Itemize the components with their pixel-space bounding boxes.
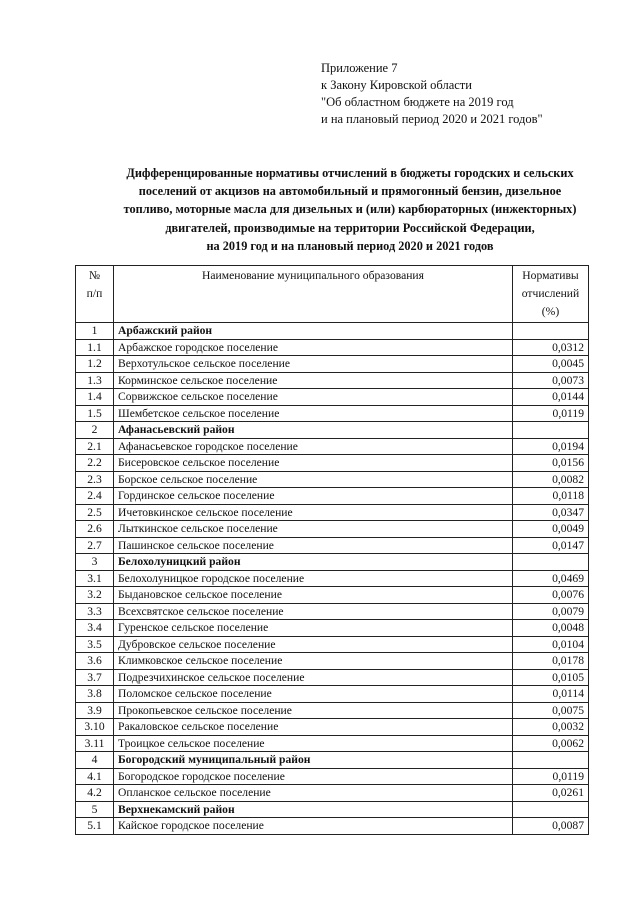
row-municipality: Верхнекамский район [114,801,513,818]
title-line: на 2019 год и на плановый период 2020 и 2021 годов [206,238,494,253]
rates-table [75,265,589,835]
row-number: 2.4 [76,488,114,505]
row-rate: 0,0347 [513,504,589,521]
appendix-line: Приложение 7 [321,61,398,75]
table-row [76,521,589,538]
table-row [76,620,589,637]
row-number: 2.6 [76,521,114,538]
table-row [76,372,589,389]
row-municipality: Афанасьевский район [114,422,513,439]
document-title [60,164,640,255]
row-rate: 0,0147 [513,537,589,554]
row-number: 3.2 [76,587,114,604]
row-rate: 0,0261 [513,785,589,802]
row-number: 3 [76,554,114,571]
row-municipality: Корминское сельское поселение [114,372,513,389]
table-row [76,768,589,785]
row-number: 3.10 [76,719,114,736]
row-municipality: Опланское сельское поселение [114,785,513,802]
district-row [76,422,589,439]
table-row [76,603,589,620]
row-rate: 0,0105 [513,669,589,686]
row-rate: 0,0194 [513,438,589,455]
row-municipality: Борское сельское поселение [114,471,513,488]
row-municipality: Гуренское сельское поселение [114,620,513,637]
table-row [76,488,589,505]
title-line: Дифференцированные нормативы отчислений в бюджеты городских и сельских [126,166,574,180]
row-rate [513,752,589,769]
title-line: поселений от акцизов на автомобильный и прямогонный бензин, дизельное [138,184,562,199]
table-row [76,339,589,356]
table-row [76,702,589,719]
table-row [76,438,589,455]
row-rate: 0,0075 [513,702,589,719]
row-number: 3.7 [76,669,114,686]
table-row [76,570,589,587]
table-header-row [76,266,589,323]
row-rate: 0,0076 [513,587,589,604]
row-municipality: Прокопьевское сельское поселение [114,702,513,719]
title-line: двигателей, производимые на территории Российской Федерации, [165,220,535,235]
row-rate: 0,0082 [513,471,589,488]
row-number: 5 [76,801,114,818]
row-rate: 0,0156 [513,455,589,472]
header-number: № п/п [76,266,114,323]
row-municipality: Быдановское сельское поселение [114,587,513,604]
row-rate: 0,0087 [513,818,589,835]
row-municipality: Богородский муниципальный район [114,752,513,769]
row-municipality: Белохолуницкое городское поселение [114,570,513,587]
row-number: 3.3 [76,603,114,620]
row-rate: 0,0032 [513,719,589,736]
row-rate [513,422,589,439]
row-number: 2.5 [76,504,114,521]
table-row [76,785,589,802]
row-number: 3.5 [76,636,114,653]
row-number: 3.11 [76,735,114,752]
table-row [76,669,589,686]
header-municipality: Наименование муниципального образования [114,266,513,323]
row-number: 2.2 [76,455,114,472]
row-rate: 0,0114 [513,686,589,703]
row-municipality: Лыткинское сельское поселение [114,521,513,538]
row-municipality: Гординское сельское поселение [114,488,513,505]
row-number: 2.3 [76,471,114,488]
row-number: 1 [76,323,114,340]
row-rate: 0,0073 [513,372,589,389]
row-number: 3.8 [76,686,114,703]
row-municipality: Дубровское сельское поселение [114,636,513,653]
district-row [76,554,589,571]
table-row [76,686,589,703]
appendix-reference [321,60,543,128]
table-row [76,471,589,488]
row-number: 4.2 [76,785,114,802]
row-municipality: Афанасьевское городское поселение [114,438,513,455]
table-row [76,504,589,521]
row-municipality: Подрезчихинское сельское поселение [114,669,513,686]
table-row [76,587,589,604]
row-rate [513,323,589,340]
table-row [76,719,589,736]
row-number: 1.5 [76,405,114,422]
row-rate: 0,0104 [513,636,589,653]
row-municipality: Ичетовкинское сельское поселение [114,504,513,521]
row-number: 2.1 [76,438,114,455]
row-rate: 0,0045 [513,356,589,373]
row-rate: 0,0119 [513,405,589,422]
district-row [76,752,589,769]
row-rate: 0,0119 [513,768,589,785]
row-municipality: Белохолуницкий район [114,554,513,571]
district-row [76,323,589,340]
row-municipality: Климковское сельское поселение [114,653,513,670]
row-municipality: Всехсвятское сельское поселение [114,603,513,620]
table-row [76,405,589,422]
table-row [76,356,589,373]
row-municipality: Богородское городское поселение [114,768,513,785]
row-number: 3.1 [76,570,114,587]
row-rate: 0,0049 [513,521,589,538]
row-number: 1.4 [76,389,114,406]
table-row [76,455,589,472]
row-rate: 0,0118 [513,488,589,505]
row-number: 1.1 [76,339,114,356]
row-rate: 0,0312 [513,339,589,356]
row-number: 2.7 [76,537,114,554]
table-row [76,735,589,752]
district-row [76,801,589,818]
row-municipality: Сорвижское сельское поселение [114,389,513,406]
row-municipality: Арбажский район [114,323,513,340]
row-municipality: Поломское сельское поселение [114,686,513,703]
row-municipality: Верхотульское сельское поселение [114,356,513,373]
row-municipality: Троицкое сельское поселение [114,735,513,752]
table-row [76,653,589,670]
row-number: 3.6 [76,653,114,670]
row-rate: 0,0062 [513,735,589,752]
row-number: 2 [76,422,114,439]
title-line: топливо, моторные масла для дизельных и (или) карбюраторных (инжекторных) [123,202,577,217]
table-row [76,636,589,653]
row-rate: 0,0048 [513,620,589,637]
row-municipality: Ракаловское сельское поселение [114,719,513,736]
row-rate [513,801,589,818]
row-municipality: Бисеровское сельское поселение [114,455,513,472]
row-rate [513,554,589,571]
row-number: 1.3 [76,372,114,389]
appendix-line: "Об областном бюджете на 2019 год [321,95,514,109]
row-number: 4.1 [76,768,114,785]
row-municipality: Шембетское сельское поселение [114,405,513,422]
row-municipality: Кайское городское поселение [114,818,513,835]
row-rate: 0,0469 [513,570,589,587]
table-row [76,537,589,554]
row-number: 3.4 [76,620,114,637]
appendix-line: к Закону Кировской области [321,78,472,92]
row-number: 3.9 [76,702,114,719]
table-row [76,818,589,835]
row-number: 1.2 [76,356,114,373]
row-rate: 0,0079 [513,603,589,620]
row-number: 4 [76,752,114,769]
row-municipality: Арбажское городское поселение [114,339,513,356]
header-rate: Нормативы отчислений (%) [513,266,589,323]
row-number: 5.1 [76,818,114,835]
row-rate: 0,0144 [513,389,589,406]
table-row [76,389,589,406]
appendix-line: и на плановый период 2020 и 2021 годов" [321,112,543,126]
row-rate: 0,0178 [513,653,589,670]
row-municipality: Пашинское сельское поселение [114,537,513,554]
